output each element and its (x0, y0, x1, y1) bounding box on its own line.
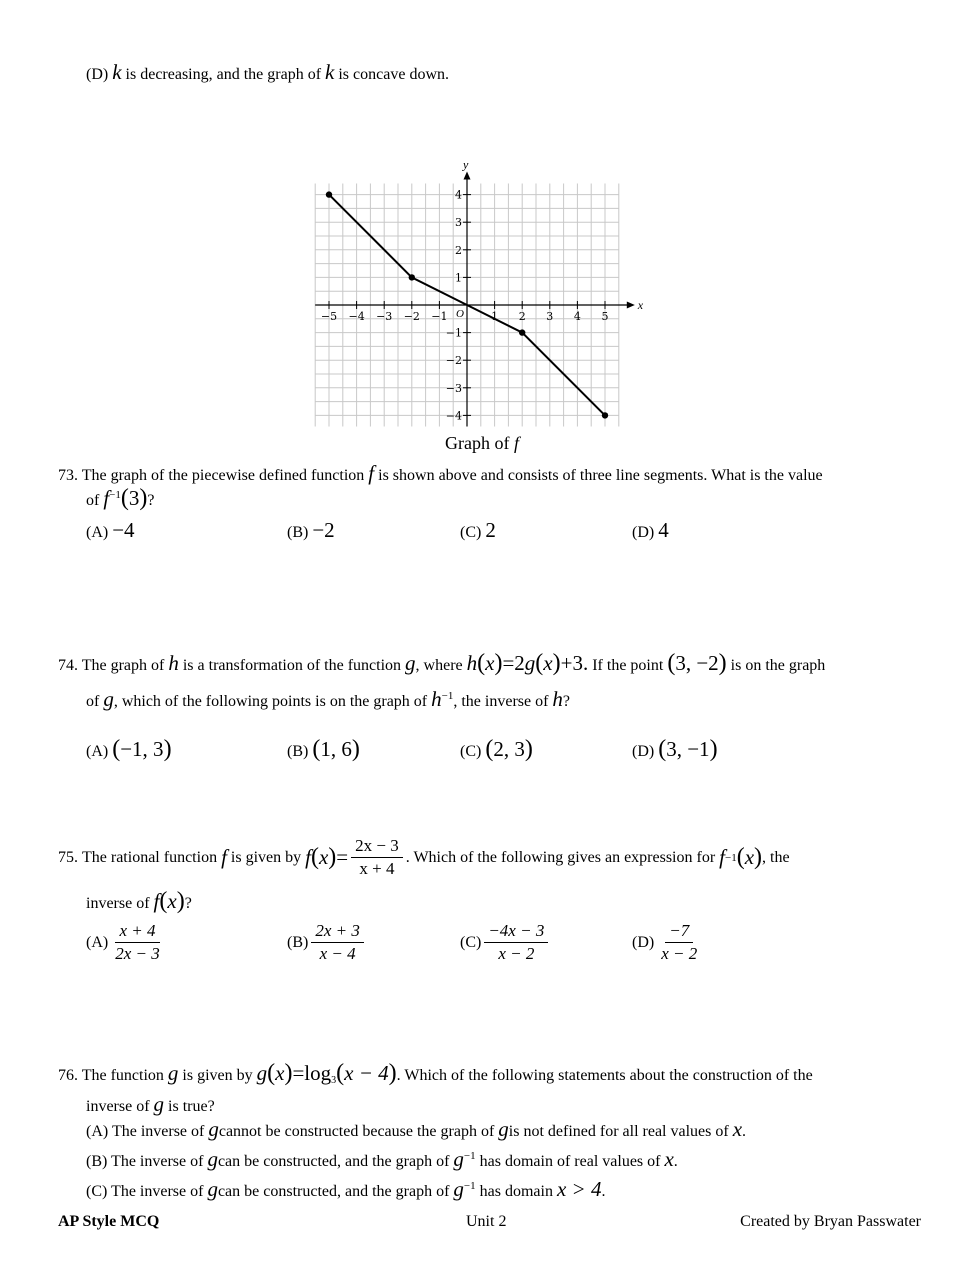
graph-caption: Graph of f (445, 433, 519, 453)
y-tick-label: 3 (455, 216, 462, 230)
q73-stem-line1: 73. The graph of the piecewise defined function f is shown above and consists of three line segments. What is the value (58, 461, 823, 485)
f-endpoint (326, 191, 332, 197)
q76-choice-b[interactable]: (B) The inverse of gcan be constructed, and the graph of $g^{-1}$ has domain of real values of x. (86, 1147, 678, 1171)
q76-choice-a[interactable]: (A) The inverse of gcannot be constructed because the graph of gis not defined for all real values of x. (86, 1117, 747, 1141)
x-tick-label: −3 (376, 310, 393, 323)
y-tick-label: 2 (455, 243, 462, 257)
x-tick-label: −4 (348, 310, 365, 323)
x-tick-label: 4 (573, 310, 581, 323)
f-endpoint (519, 329, 525, 335)
y-tick-label: −3 (445, 381, 462, 395)
graph-of-f (300, 160, 650, 430)
q76-stem-line1: 76. The function g is given by $g(x)=\log_3(x - 4)$. Which of the following statements about the construction of the (58, 1060, 813, 1086)
q74-choice-b[interactable]: (B) (1, 6) (287, 736, 360, 762)
y-tick-label: −2 (445, 354, 462, 368)
footer-left: AP Style MCQ (58, 1213, 160, 1230)
x-axis-label: x (637, 298, 644, 312)
q74-choice-d[interactable]: (D) (3, −1) (632, 736, 718, 762)
q74-choice-a[interactable]: (A) (−1, 3) (86, 736, 172, 762)
y-tick-label: −1 (445, 326, 462, 340)
q75-fraction: $\frac{2x - 3}{x + 4}$ (351, 836, 403, 879)
footer-center: Unit 2 (466, 1213, 507, 1230)
x-tick-label: 3 (546, 310, 554, 323)
q73-stem-line2: of $f^{-1}(3)$? (86, 485, 155, 511)
x-tick-label: 1 (491, 310, 499, 323)
q74-stem-line1: 74. The graph of h is a transformation of the function g, where h(x)=2g(x)+3. If the point (3, −2) is on the graph (58, 650, 826, 676)
y-tick-label: −4 (445, 409, 462, 423)
y-axis-arrow (464, 172, 471, 180)
prev-choice-d: (D) k is decreasing, and the graph of k is concave down. (86, 60, 449, 84)
x-tick-label: 2 (518, 310, 526, 323)
x-tick-label: −2 (403, 310, 420, 323)
x-tick-label: −5 (320, 310, 338, 323)
y-tick-label: 4 (455, 188, 462, 202)
q73-choice-b[interactable]: (B) −2 (287, 518, 335, 542)
origin-label: O (456, 308, 464, 320)
q75-stem-line2: inverse of f(x)? (86, 888, 192, 914)
q76-stem-line2: inverse of g is true? (86, 1092, 215, 1116)
q73-choice-d[interactable]: (D) 4 (632, 518, 669, 542)
footer-right: Created by Bryan Passwater (740, 1213, 921, 1230)
q76-choice-c[interactable]: (C) The inverse of gcan be constructed, and the graph of $g^{-1}$ has domain x > 4. (86, 1177, 606, 1201)
q75-stem-line1: 75. The rational function f is given by f ( x ) = $\frac{2x - 3}{x + 4}$ . Which of the following gives an expression for f −1 ( x ) , the (58, 836, 790, 878)
y-axis-label: y (463, 160, 469, 172)
x-tick-label: 5 (601, 310, 609, 323)
q74-choice-c[interactable]: (C) (2, 3) (460, 736, 533, 762)
f-endpoint (602, 412, 608, 418)
q75-choice-c[interactable]: (C) $\frac{-4x - 3}{x - 2}$ (460, 921, 551, 964)
q75-choice-d[interactable]: (D) $\frac{-7}{x - 2}$ (632, 921, 698, 963)
f-endpoint (409, 274, 415, 280)
q73-choice-c[interactable]: (C) 2 (460, 518, 496, 542)
q73-choice-a[interactable]: (A) −4 (86, 518, 135, 542)
y-tick-label: 1 (455, 271, 462, 285)
q75-choice-a[interactable]: (A) $\frac{x + 4}{2x - 3}$ (86, 921, 160, 963)
q74-stem-line2: of g, which of the following points is on the graph of $h^{-1}$, the inverse of h? (86, 687, 571, 711)
x-tick-label: −1 (431, 310, 448, 323)
x-axis-arrow (627, 302, 635, 309)
q75-choice-b[interactable]: (B) $\frac{2x + 3}{x - 4}$ (287, 921, 367, 964)
